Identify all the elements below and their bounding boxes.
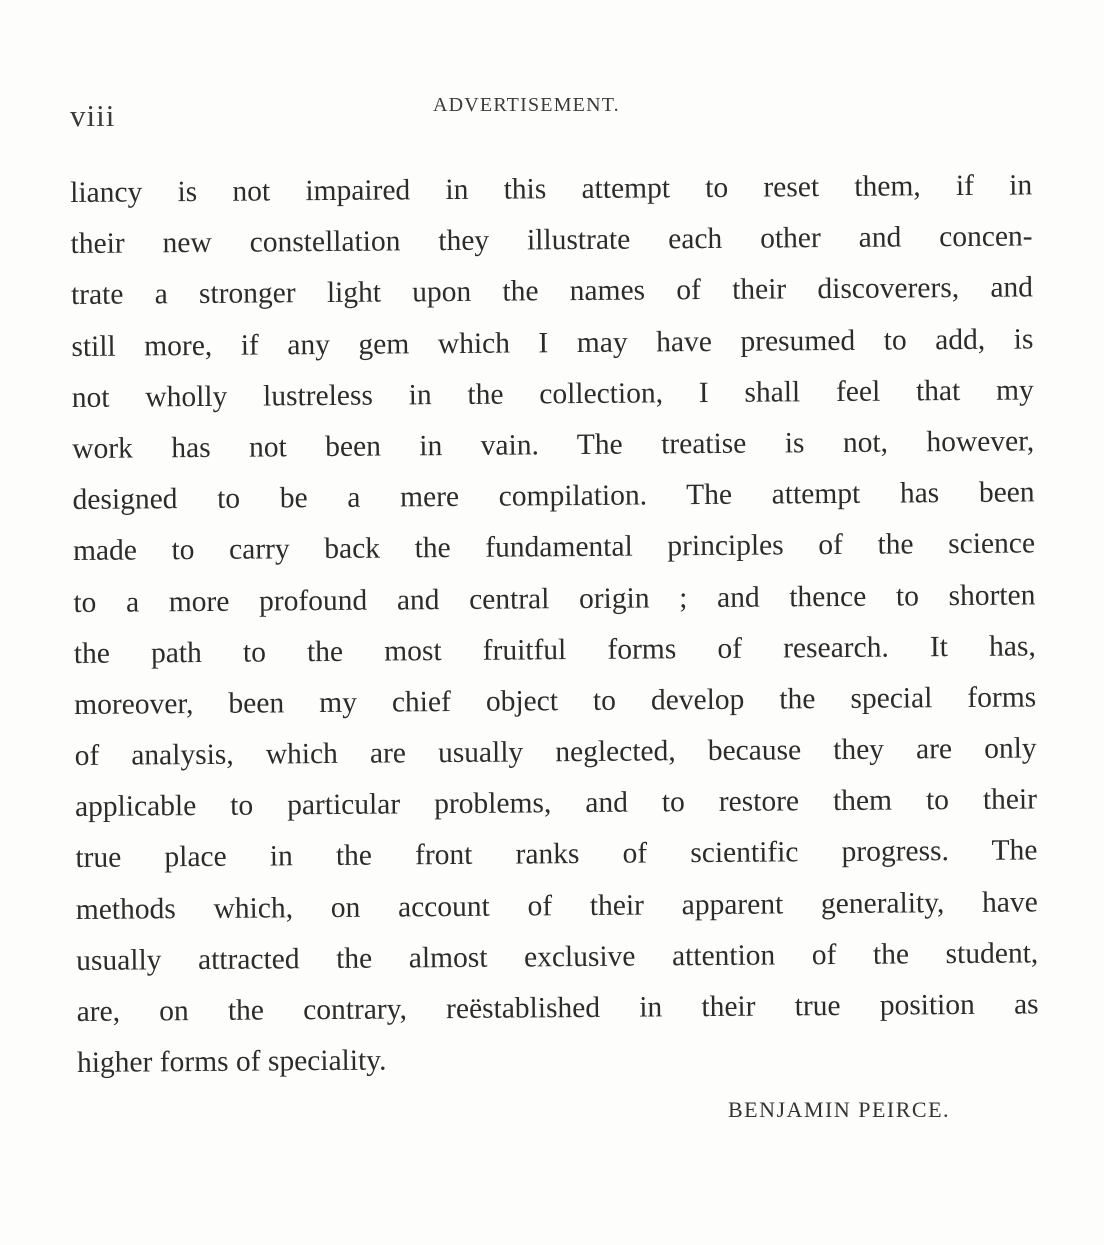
- text-line: applicable to particular problems, and to restore them to their: [74, 783, 1038, 824]
- text-line: true place in the front ranks of scientific progress. The: [75, 834, 1038, 875]
- text-line: methods which, on account of their apparent generality, have: [75, 886, 1038, 926]
- running-head: ADVERTISEMENT.: [433, 94, 620, 116]
- text-line: usually attracted the almost exclusive attention of the student,: [76, 937, 1039, 977]
- text-line: of analysis, which are usually neglected, because they are only: [74, 732, 1037, 773]
- text-line: trate a stronger light upon the names of their discoverers, and: [70, 271, 1034, 312]
- text-line: the path to the most fruitful forms of research. It has,: [73, 630, 1036, 670]
- text-line: still more, if any gem which I may have presumed to add, is: [71, 323, 1034, 363]
- text-line: liancy is not impaired in this attempt to reset them, if in: [70, 169, 1033, 209]
- text-line: their new constellation they illustrate each other and concen-: [70, 220, 1033, 261]
- text-line-last: higher forms of speciality.: [76, 1044, 387, 1080]
- text-line: not wholly lustreless in the collection, I shall feel that my: [71, 374, 1034, 414]
- body-text: [70, 160, 1039, 1089]
- text-line: made to carry back the fundamental principles of the science: [72, 527, 1036, 568]
- text-line: are, on the contrary, reëstablished in their true position as: [76, 988, 1039, 1028]
- text-line: work has not been in vain. The treatise is not, however,: [72, 425, 1035, 465]
- text-line: moreover, been my chief object to develop the special forms: [74, 681, 1037, 721]
- text-line: to a more profound and central origin ; and thence to shorten: [73, 578, 1036, 619]
- author-signature: BENJAMIN PEIRCE.: [728, 1097, 951, 1122]
- page-number: viii: [70, 98, 116, 133]
- text-line: designed to be a mere compilation. The attempt has been: [72, 476, 1035, 517]
